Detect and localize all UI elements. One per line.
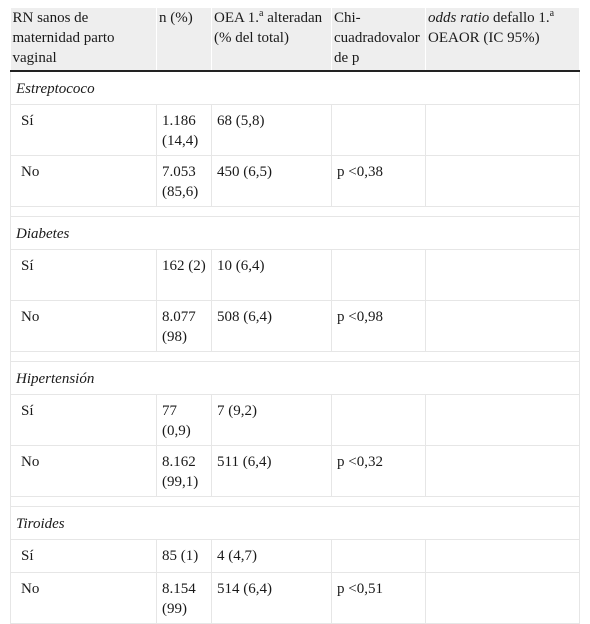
- oea-alterada-cell: 10 (6,4): [212, 250, 332, 301]
- p-value-cell: p <0,51: [332, 573, 426, 624]
- odds-ratio-cell: [426, 395, 580, 446]
- row-label-cell: Sí: [11, 105, 157, 156]
- n-percent-cell: 8.154 (99): [157, 573, 212, 624]
- table-row: [11, 301, 580, 352]
- row-label-cell: Sí: [11, 250, 157, 301]
- header-row: [11, 8, 580, 71]
- odds-ratio-cell: [426, 301, 580, 352]
- p-value-cell: p <0,38: [332, 156, 426, 207]
- table-row: [11, 250, 580, 301]
- row-label-cell: No: [11, 156, 157, 207]
- odds-ratio-cell: [426, 540, 580, 573]
- odds-ratio-cell: [426, 573, 580, 624]
- row-label-cell: No: [11, 301, 157, 352]
- odds-ratio-cell: [426, 446, 580, 497]
- row-label-cell: No: [11, 573, 157, 624]
- oea-alterada-cell: 511 (6,4): [212, 446, 332, 497]
- header-chi-cuadrado: Chi-cuadradovalor de p: [332, 8, 426, 71]
- n-percent-cell: 8.077 (98): [157, 301, 212, 352]
- table-row: [11, 395, 580, 446]
- n-percent-cell: 162 (2): [157, 250, 212, 301]
- table-row: [11, 573, 580, 624]
- group-spacer-row: [11, 352, 580, 362]
- table-row: [11, 446, 580, 497]
- row-label-cell: Sí: [11, 395, 157, 446]
- results-table-container: [10, 8, 579, 624]
- spacer-cell: [11, 207, 580, 217]
- table-row: [11, 105, 580, 156]
- group-spacer-row: [11, 207, 580, 217]
- group-label: Estreptococo: [11, 71, 580, 105]
- oea-alterada-cell: 7 (9,2): [212, 395, 332, 446]
- group-row: [11, 217, 580, 250]
- header-oea-alterada: OEA 1.$^a$ alteradan (% del total): [212, 8, 332, 71]
- n-percent-cell: 85 (1): [157, 540, 212, 573]
- n-percent-cell: 77 (0,9): [157, 395, 212, 446]
- p-value-cell: [332, 250, 426, 301]
- table-row: [11, 540, 580, 573]
- oea-alterada-cell: 508 (6,4): [212, 301, 332, 352]
- header-rn-sanos: RN sanos de maternidad parto vaginal: [11, 8, 157, 71]
- results-table: [10, 8, 580, 624]
- odds-ratio-cell: [426, 105, 580, 156]
- spacer-cell: [11, 352, 580, 362]
- header-odds-ratio: odds ratio defallo 1.$^a$ OEAOR (IC 95%): [426, 8, 580, 71]
- p-value-cell: p <0,98: [332, 301, 426, 352]
- p-value-cell: [332, 540, 426, 573]
- row-label-cell: No: [11, 446, 157, 497]
- p-value-cell: [332, 395, 426, 446]
- oea-alterada-cell: 4 (4,7): [212, 540, 332, 573]
- n-percent-cell: 1.186 (14,4): [157, 105, 212, 156]
- oea-alterada-cell: 68 (5,8): [212, 105, 332, 156]
- oea-alterada-cell: 450 (6,5): [212, 156, 332, 207]
- oea-alterada-cell: 514 (6,4): [212, 573, 332, 624]
- row-label-cell: Sí: [11, 540, 157, 573]
- group-row: [11, 362, 580, 395]
- odds-ratio-cell: [426, 250, 580, 301]
- n-percent-cell: 7.053 (85,6): [157, 156, 212, 207]
- spacer-cell: [11, 497, 580, 507]
- table-body: [11, 71, 580, 624]
- group-row: [11, 71, 580, 105]
- group-row: [11, 507, 580, 540]
- group-label: Tiroides: [11, 507, 580, 540]
- group-label: Hipertensión: [11, 362, 580, 395]
- table-row: [11, 156, 580, 207]
- n-percent-cell: 8.162 (99,1): [157, 446, 212, 497]
- odds-ratio-cell: [426, 156, 580, 207]
- table-header: [11, 8, 580, 71]
- group-spacer-row: [11, 497, 580, 507]
- header-n-percent: n (%): [157, 8, 212, 71]
- p-value-cell: p <0,32: [332, 446, 426, 497]
- group-label: Diabetes: [11, 217, 580, 250]
- p-value-cell: [332, 105, 426, 156]
